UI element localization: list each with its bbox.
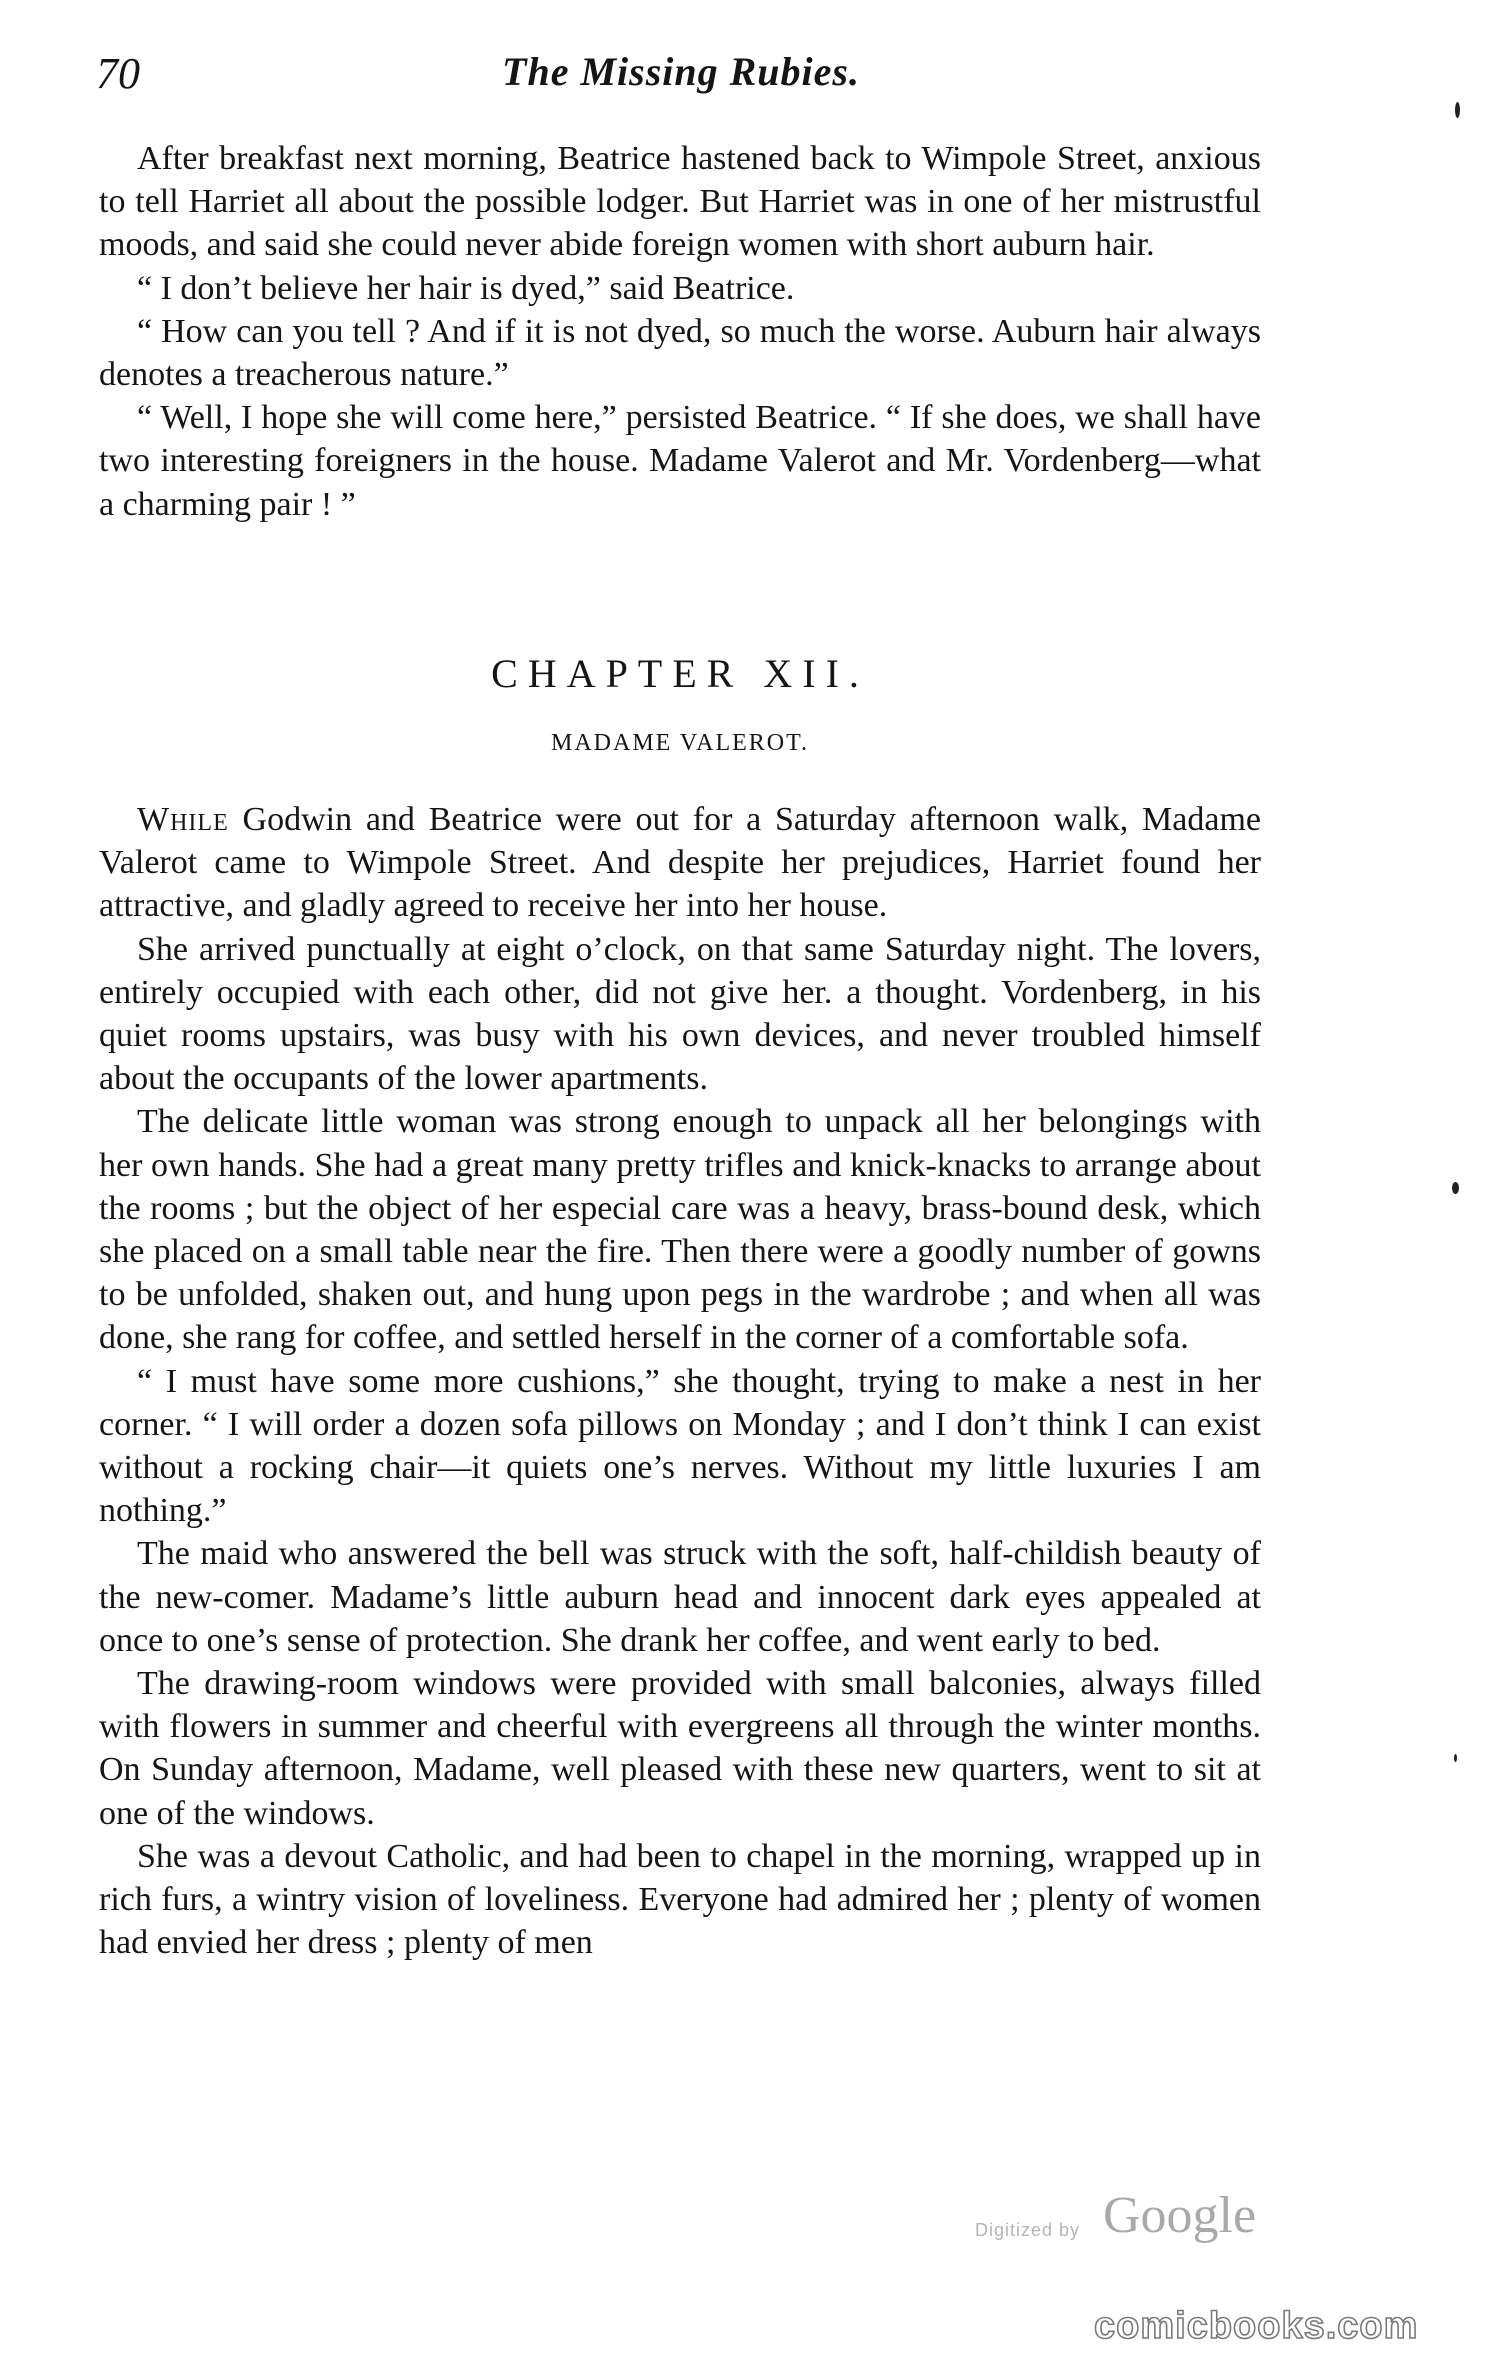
text-block-before-chapter [99, 137, 1261, 526]
page-number: 70 [96, 49, 140, 98]
scan-speck [1454, 1754, 1457, 1762]
chapter-opening-paragraph [99, 798, 1261, 928]
scan-speck [1455, 102, 1460, 118]
google-watermark [975, 2186, 1295, 2256]
running-head [96, 48, 1266, 108]
paragraph: The delicate little woman was strong enough to unpack all her belongings with her own hands. She had a great many pretty trifles and knick-knacks to arrange about the rooms ; but the object of her especial care was a heavy, brass-bound desk, which she placed on a small table near the fire. Then there were a goodly number of gowns to be unfolded, shaken out, and hung upon pegs in the wardrobe ; and when all was done, she rang for coffee, and settled herself in the corner of a comfortable sofa. [99, 1103, 1261, 1357]
google-logo: Google [1103, 2187, 1257, 2244]
chapter-heading: CHAPTER XII. [491, 651, 869, 696]
paragraph: After breakfast next morning, Beatrice hastened back to Wimpole Street, anxious to tell Harriet all about the possible lodger. But Harriet was in one of her mistrustful moods, and said she could never abide foreign women with short auburn hair. [99, 140, 1261, 264]
paragraph: “ I must have some more cushions,” she thought, trying to make a nest in her corner. “ I will order a dozen sofa pillows on Monday ; and I don’t think I can exist without a rocking chair—it quiets one’s nerves. Without my little luxuries I am nothing.” [99, 1362, 1261, 1530]
paragraph: “ Well, I hope she will come here,” persisted Beatrice. “ If she does, we shall have two interesting foreigners in the house. Madame Valerot and Mr. Vordenberg—what a charming pair ! ” [99, 399, 1261, 523]
opening-text: Godwin and Beatrice were out for a Saturday afternoon walk, Madame Valerot came to Wimpole Street. And despite her prejudices, Harriet found her attractive, and gladly agreed to receive her into her house. [99, 801, 1261, 925]
paragraph: She was a devout Catholic, and had been to chapel in the morning, wrapped up in rich furs, a wintry vision of loveliness. Everyone had admired her ; plenty of women had envied her dress ; plenty of men [99, 1837, 1261, 1962]
site-watermark: comicbooks.com [1094, 2305, 1419, 2347]
paragraph: The maid who answered the bell was struck with the soft, half-childish beauty of the new-comer. Madame’s little auburn head and innocent dark eyes appealed at once to one’s sense of protection. She drank her coffee, and went early to bed. [99, 1535, 1261, 1659]
paragraph: “ I don’t believe her hair is dyed,” said Beatrice. [137, 269, 795, 307]
text-block-chapter [99, 798, 1261, 1964]
paragraph: The drawing-room windows were provided with small balconies, always filled with flowers in summer and cheerful with evergreens all through the winter months. On Sunday afternoon, Madame, well pleased with these new quarters, went to sit at one of the windows. [99, 1665, 1261, 1832]
book-title: The Missing Rubies. [502, 49, 860, 94]
digitized-by-label: Digitized by [975, 2220, 1081, 2240]
scan-speck [1452, 1182, 1459, 1194]
paragraph: “ How can you tell ? And if it is not dyed, so much the worse. Auburn hair always denotes a treacherous nature.” [99, 312, 1261, 394]
paragraph: She arrived punctually at eight o’clock, on that same Saturday night. The lovers, entirely occupied with each other, did not give her. a thought. Vordenberg, in his quiet rooms upstairs, was busy with his own devices, and never troubled himself about the occupants of the lower apartments. [99, 930, 1261, 1098]
drop-word: While [137, 801, 229, 838]
chapter-subtitle: MADAME VALEROT. [550, 730, 809, 756]
